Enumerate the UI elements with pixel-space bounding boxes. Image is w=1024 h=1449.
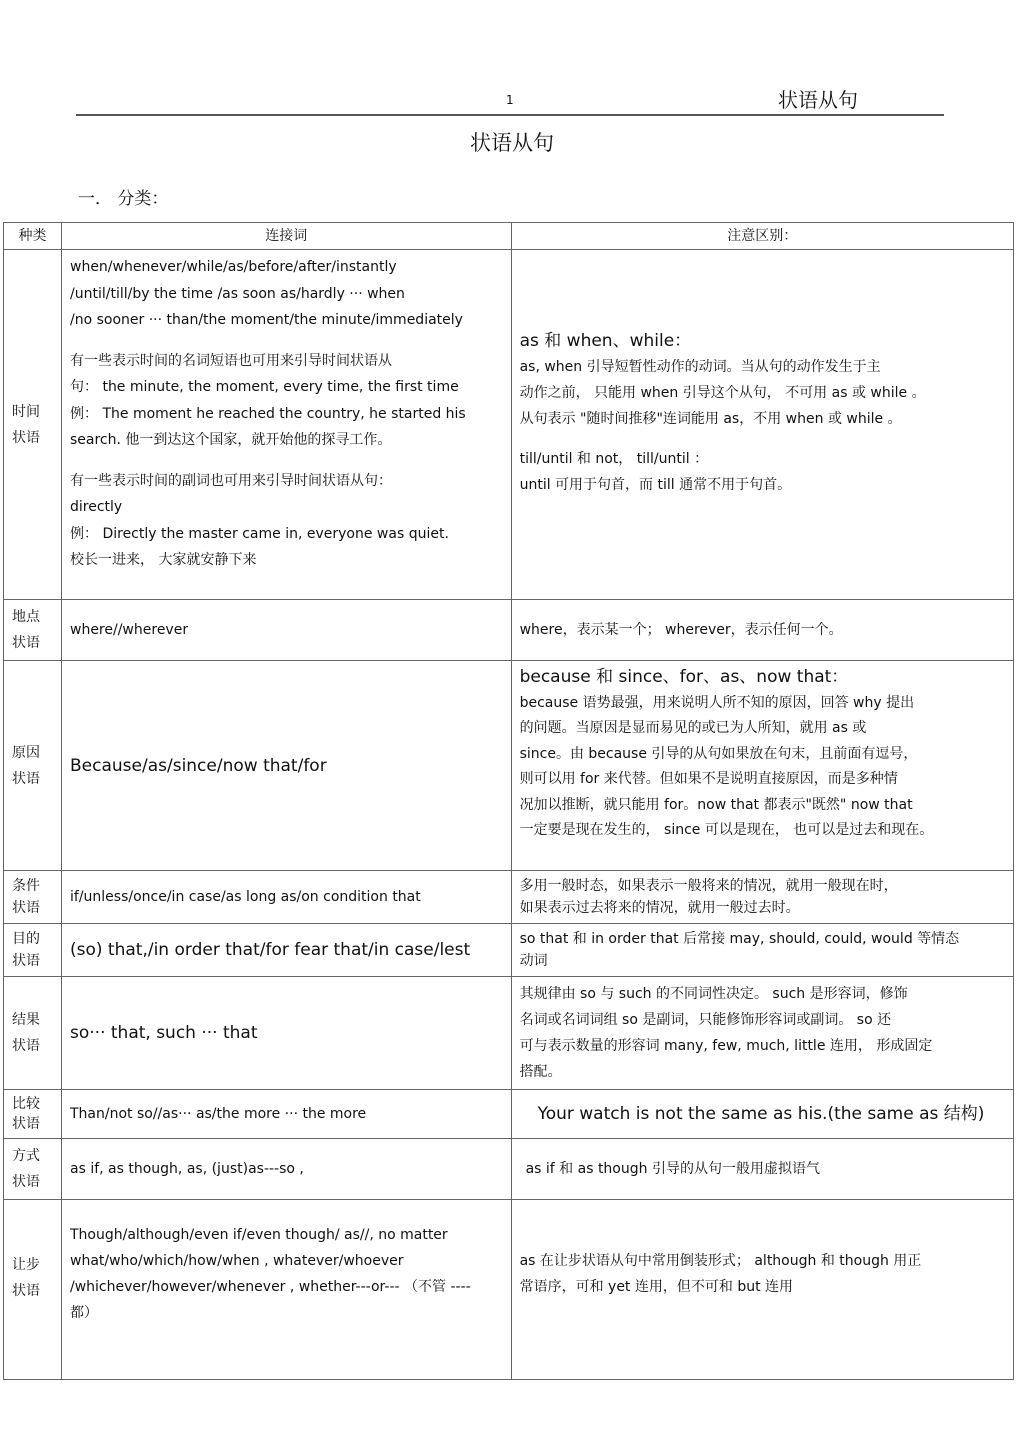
notes-line: because 和 since、for、as、now that： (519, 667, 849, 687)
table-row (4, 924, 1014, 977)
header-notes: 注意区别： (511, 223, 1013, 250)
type-line: 地点 (12, 609, 40, 625)
table-header-row (4, 223, 1014, 250)
conj-line: Though/although/even if/even though/ as//, no matter (70, 1227, 448, 1243)
notes-line: Your watch is not the same as his.(the same as 结构) (537, 1104, 985, 1124)
type-line: 状语 (12, 429, 40, 446)
header-title: 状语从句 (778, 88, 858, 112)
notes-line: since。由 because 引导的从句如果放在句末，且前面有逗号， (519, 745, 918, 762)
table-row (4, 871, 1014, 924)
notes-line: 从句表示 "随时间推移"连词能用 as，不用 when 或 while 。 (519, 411, 902, 427)
row-type-condition (4, 871, 62, 924)
row-type-time (4, 250, 62, 600)
conj-line: where//wherever (70, 622, 189, 638)
notes-condition (511, 871, 1013, 924)
conj-concession (62, 1200, 512, 1380)
clause-table (3, 222, 1014, 1380)
notes-concession (511, 1200, 1013, 1380)
conj-line: /until/till/by the time /as soon as/hardly ··· when (70, 285, 405, 302)
conj-line: 校长一进来， 大家就安静下来 (70, 552, 257, 568)
notes-result (511, 977, 1013, 1090)
notes-line: 动词 (519, 953, 548, 969)
conj-line: 例： The moment he reached the country, he started his (70, 405, 466, 422)
conj-result (62, 977, 512, 1090)
conj-manner (62, 1139, 512, 1200)
notes-line: 则可以用 for 来代替。但如果不是说明直接原因，而是多种情 (519, 771, 898, 787)
row-type-reason (4, 661, 62, 871)
conj-place (62, 600, 512, 661)
notes-reason (511, 661, 1013, 871)
type-line: 状语 (12, 1283, 40, 1299)
conj-line: 都） (70, 1305, 98, 1321)
notes-line: 况加以推断，就只能用 for。now that 都表示"既然" now that (519, 796, 913, 813)
conj-line: /no sooner ··· than/the moment/the minute/immediately (70, 312, 463, 328)
table-row (4, 600, 1014, 661)
conj-line: 有一些表示时间的副词也可用来引导时间状语从句： (70, 472, 392, 489)
type-line: 结果 (12, 1012, 40, 1028)
table-row (4, 661, 1014, 871)
notes-line: 常语序，可和 yet 连用，但不可和 but 连用 (519, 1279, 794, 1295)
notes-line: 动作之前， 只能用 when 引导这个从句， 不可用 as 或 while 。 (519, 385, 926, 401)
conj-purpose (62, 924, 512, 977)
notes-line: 搭配。 (519, 1064, 562, 1080)
notes-line: till/until 和 not， till/until ： (519, 451, 709, 467)
type-line: 状语 (12, 900, 40, 916)
conj-line: 例： Directly the master came in, everyone was quiet. (70, 525, 449, 542)
notes-line: as if 和 as though 引导的从句一般用虚拟语气 (525, 1161, 820, 1177)
conj-line (70, 334, 503, 348)
notes-line: 其规律由 so 与 such 的不同词性决定。 such 是形容词，修饰 (519, 986, 908, 1002)
notes-line: as 和 when、while： (519, 331, 692, 351)
conj-line: 有一些表示时间的名词短语也可用来引导时间状语从 (70, 352, 392, 369)
section-heading: 一． 分类： (78, 189, 169, 209)
page-header (76, 84, 944, 116)
type-line: 原因 (12, 744, 40, 761)
conj-line: search. 他一到达这个国家，就开始他的探寻工作。 (70, 432, 392, 448)
row-type-purpose (4, 924, 62, 977)
conj-line: /whichever/however/whenever , whether---or--- （不管 ---- (70, 1279, 471, 1295)
notes-line: as, when 引导短暂性动作的动词。当从句的动作发生于主 (519, 359, 881, 375)
conj-line: so··· that, such ··· that (70, 1023, 258, 1043)
conj-line: 句： the minute, the moment, every time, the first time (70, 379, 459, 395)
type-line: 状语 (12, 635, 40, 651)
notes-time (511, 250, 1013, 600)
type-line: 状语 (12, 770, 40, 787)
notes-purpose (511, 924, 1013, 977)
notes-line: 的问题。当原因是显而易见的或已为人所知，就用 as 或 (519, 720, 867, 736)
type-line: 状语 (12, 1038, 40, 1054)
header-conjunction: 连接词 (62, 223, 512, 250)
conj-time (62, 250, 512, 600)
notes-line: 名词或名词词组 so 是副词，只能修饰形容词或副词。 so 还 (519, 1012, 892, 1028)
type-line: 让步 (12, 1257, 40, 1273)
conj-line: directly (70, 499, 123, 515)
document-title: 状语从句 (470, 131, 554, 155)
notes-place (511, 600, 1013, 661)
type-line: 目的 (12, 931, 40, 947)
table-row (4, 1200, 1014, 1380)
type-line: 时间 (12, 403, 40, 420)
type-line: 状语 (12, 1174, 40, 1190)
notes-line: where，表示某一个； wherever，表示任何一个。 (519, 622, 843, 638)
notes-line: 多用一般时态，如果表示一般将来的情况，就用一般现在时， (519, 878, 898, 894)
table-row (4, 1090, 1014, 1139)
table-row (4, 977, 1014, 1090)
notes-line: because 语势最强，用来说明人所不知的原因，回答 why 提出 (519, 694, 915, 711)
row-type-manner (4, 1139, 62, 1200)
notes-line: 如果表示过去将来的情况，就用一般过去时。 (519, 900, 800, 916)
conj-line: if/unless/once/in case/as long as/on condition that (70, 889, 421, 905)
notes-line: 可与表示数量的形容词 many, few, much, little 连用， 形成固定 (519, 1038, 933, 1054)
notes-manner (511, 1139, 1013, 1200)
header-type: 种类 (4, 223, 62, 250)
row-type-place (4, 600, 62, 661)
notes-line: 一定要是现在发生的， since 可以是现在， 也可以是过去和现在。 (519, 822, 934, 838)
notes-line: so that 和 in order that 后常接 may, should, could, would 等情态 (519, 931, 960, 947)
notes-line (520, 432, 1005, 446)
notes-comparison (511, 1090, 1013, 1139)
conj-comparison (62, 1090, 512, 1139)
row-type-concession (4, 1200, 62, 1380)
conj-line: what/who/which/how/when , whatever/whoever (70, 1253, 404, 1269)
conj-condition (62, 871, 512, 924)
table-row (4, 1139, 1014, 1200)
conj-line: as if, as though, as, (just)as---so , (70, 1161, 304, 1177)
type-line: 状语 (12, 1116, 40, 1132)
table-row (4, 250, 1014, 600)
conj-reason (62, 661, 512, 871)
type-line: 条件 (12, 878, 40, 894)
conj-line: Because/as/since/now that/for (70, 755, 327, 776)
notes-line: until 可用于句首，而 till 通常不用于句首。 (519, 477, 792, 493)
type-line: 方式 (12, 1148, 40, 1164)
conj-line: when/whenever/while/as/before/after/instantly (70, 259, 397, 275)
type-line: 比较 (12, 1096, 40, 1112)
type-line: 状语 (12, 953, 40, 969)
conj-line (70, 454, 503, 468)
conj-line: (so) that,/in order that/for fear that/in case/lest (70, 940, 471, 960)
page-number: 1 (506, 93, 514, 107)
row-type-result (4, 977, 62, 1090)
conj-line: Than/not so//as··· as/the more ··· the more (70, 1106, 367, 1122)
row-type-comparison (4, 1090, 62, 1139)
notes-line: as 在让步状语从句中常用倒装形式； although 和 though 用正 (519, 1253, 922, 1269)
